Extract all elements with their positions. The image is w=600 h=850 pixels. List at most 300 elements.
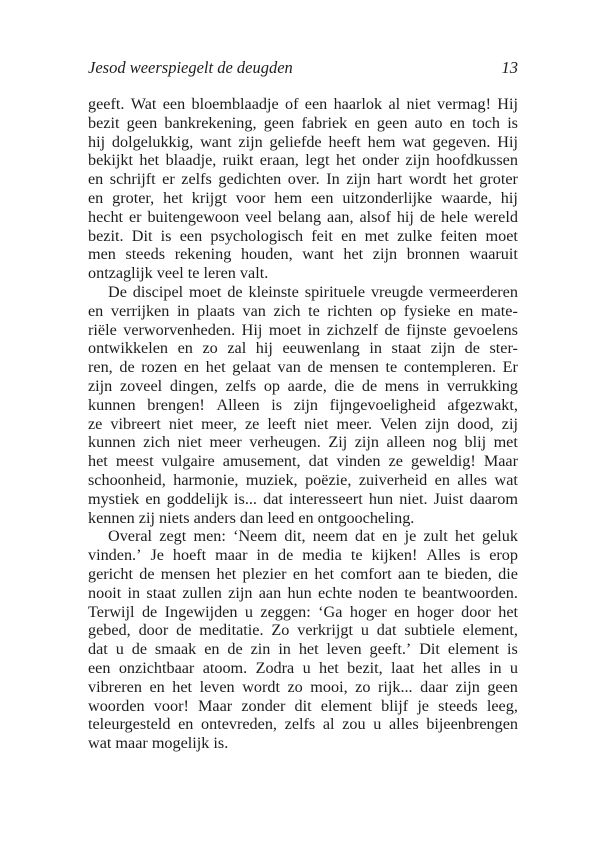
word: hoger bbox=[349, 602, 387, 621]
word: wereld bbox=[473, 207, 518, 226]
word: staat bbox=[391, 339, 422, 358]
word: wat bbox=[402, 132, 426, 151]
word: het bbox=[319, 658, 339, 677]
word: het bbox=[335, 151, 356, 170]
word: bieden, bbox=[444, 564, 492, 583]
word: meditatie. bbox=[199, 621, 264, 640]
word: element, bbox=[462, 621, 518, 640]
text-line bbox=[88, 396, 518, 415]
word: geen bbox=[126, 113, 158, 132]
text-line: kennen zij niets anders dan leed en ontgoocheling. bbox=[88, 508, 415, 527]
word: blij bbox=[464, 433, 487, 452]
word: dit, bbox=[284, 527, 306, 546]
word: en bbox=[145, 489, 161, 508]
text-line bbox=[88, 715, 518, 734]
word: en bbox=[458, 301, 474, 320]
word: op bbox=[263, 376, 281, 395]
word: Maar bbox=[198, 696, 233, 715]
word: toch bbox=[472, 113, 501, 132]
word: een bbox=[162, 95, 186, 113]
word: en bbox=[434, 470, 450, 489]
word: nog bbox=[432, 433, 457, 452]
word: laat bbox=[391, 658, 415, 677]
word: rozen bbox=[141, 358, 178, 377]
word: onzichtbaar bbox=[118, 658, 195, 677]
word: verrijken bbox=[110, 301, 170, 320]
word: meer bbox=[209, 433, 242, 452]
word: hij bbox=[255, 339, 273, 358]
word: er bbox=[128, 207, 142, 226]
word: comfort bbox=[340, 564, 392, 583]
word: zijn bbox=[424, 414, 450, 433]
word: te bbox=[308, 301, 320, 320]
word: te bbox=[350, 546, 363, 565]
word: niet bbox=[304, 414, 329, 433]
word: niet bbox=[168, 414, 194, 433]
word: feit bbox=[311, 226, 333, 245]
text-line bbox=[88, 227, 518, 246]
word: en bbox=[354, 113, 370, 132]
word: niet bbox=[406, 95, 431, 113]
word: plaats bbox=[197, 301, 235, 320]
word: want bbox=[302, 245, 334, 264]
text-line bbox=[88, 358, 518, 377]
word: zegt bbox=[159, 527, 187, 546]
word: houden, bbox=[240, 245, 293, 264]
word: fijngevoeligheid bbox=[329, 395, 436, 414]
word: zijn bbox=[228, 583, 253, 602]
word: geweldig! bbox=[411, 452, 476, 471]
word: mensen bbox=[160, 564, 211, 583]
word: u bbox=[302, 658, 311, 677]
word: in bbox=[369, 339, 382, 358]
word: bezit, bbox=[347, 658, 383, 677]
word: en bbox=[341, 226, 357, 245]
word: vulgaire bbox=[161, 452, 215, 471]
word: ze bbox=[388, 452, 403, 471]
word: legt bbox=[305, 151, 330, 170]
word: Juist bbox=[433, 489, 464, 508]
word: het bbox=[314, 564, 335, 583]
word: vreugde bbox=[370, 282, 424, 301]
word: te bbox=[385, 358, 398, 377]
word: door bbox=[461, 602, 491, 621]
word: aan, bbox=[327, 207, 354, 226]
word: te bbox=[404, 583, 416, 602]
word: is bbox=[469, 546, 481, 565]
word: voor! bbox=[153, 696, 189, 715]
word: het bbox=[172, 677, 193, 696]
word: bijeenbrengen bbox=[426, 715, 518, 734]
word: ontwikkelen bbox=[88, 339, 169, 358]
word: zichzelf bbox=[326, 320, 378, 339]
word: zijn bbox=[354, 433, 379, 452]
word: meer, bbox=[201, 414, 237, 433]
word: Zo bbox=[271, 621, 290, 640]
word: vinden bbox=[336, 452, 381, 471]
word: zonder bbox=[241, 696, 286, 715]
word: Hij bbox=[241, 320, 263, 339]
word: de bbox=[361, 376, 378, 395]
word: blaadje, bbox=[165, 151, 217, 170]
word: hoofdkussen bbox=[436, 151, 518, 170]
word: u bbox=[509, 658, 518, 677]
text-line: ontzaglijk veel te leren valt. bbox=[88, 264, 269, 283]
word: die bbox=[498, 564, 518, 583]
word: vibreren bbox=[88, 677, 142, 696]
word: In bbox=[326, 170, 340, 189]
word: je bbox=[417, 696, 429, 715]
word: smaak bbox=[154, 640, 197, 659]
word: het bbox=[343, 245, 364, 264]
word: een bbox=[88, 658, 111, 677]
word: richten bbox=[327, 301, 373, 320]
word: kunnen bbox=[88, 395, 136, 414]
word: mensen bbox=[329, 358, 379, 377]
word: van bbox=[242, 301, 266, 320]
word: heeft bbox=[328, 132, 361, 151]
word: bezit. bbox=[88, 226, 124, 245]
word: te bbox=[426, 564, 439, 583]
word: zin bbox=[250, 640, 271, 659]
text-line bbox=[88, 208, 518, 227]
word: je bbox=[404, 527, 417, 546]
word: Alleen bbox=[216, 395, 260, 414]
word: staat bbox=[146, 583, 177, 602]
word: de bbox=[464, 339, 480, 358]
word: mystiek bbox=[88, 489, 140, 508]
word: De bbox=[108, 282, 127, 301]
word: leeft bbox=[267, 414, 297, 433]
word: groter, bbox=[112, 188, 155, 207]
word: Wat bbox=[130, 95, 157, 113]
word: uitzonderlijke bbox=[342, 188, 433, 207]
word: feiten bbox=[440, 226, 478, 245]
word: poëzie, bbox=[305, 470, 352, 489]
word: de bbox=[384, 320, 400, 339]
word: ze bbox=[244, 414, 260, 433]
word: zijn bbox=[372, 245, 398, 264]
word: Ingewijden bbox=[164, 602, 238, 621]
word: zich bbox=[143, 433, 171, 452]
word: geliefde bbox=[269, 132, 322, 151]
word: ruikt bbox=[222, 151, 254, 170]
word: belang bbox=[277, 207, 322, 226]
word: vinden.’ bbox=[88, 546, 142, 565]
word: rijk... bbox=[377, 677, 413, 696]
word: ‘Neem bbox=[233, 527, 278, 546]
word: zo bbox=[202, 339, 218, 358]
word: zuiverheid bbox=[358, 470, 428, 489]
word: ‘Ga bbox=[318, 602, 343, 621]
word: brengen! bbox=[147, 395, 205, 414]
word: hem bbox=[274, 188, 303, 207]
word: goddelijk bbox=[166, 489, 228, 508]
word: en bbox=[449, 113, 465, 132]
word: en bbox=[178, 715, 194, 734]
word: psychologisch bbox=[210, 226, 304, 245]
word: aan bbox=[397, 564, 421, 583]
word: geen bbox=[376, 113, 408, 132]
word: de bbox=[307, 358, 323, 377]
word: zij bbox=[501, 414, 518, 433]
word: teleurgesteld bbox=[88, 715, 171, 734]
word: mate- bbox=[480, 301, 518, 320]
word: gelaat bbox=[232, 358, 271, 377]
word: hij bbox=[500, 188, 518, 207]
word: gedichten bbox=[218, 170, 282, 189]
word: alles bbox=[450, 658, 481, 677]
word: over. bbox=[287, 170, 320, 189]
word: men: bbox=[193, 527, 226, 546]
word: muziek, bbox=[245, 470, 298, 489]
word: Terwijl bbox=[88, 602, 135, 621]
word: dat bbox=[263, 489, 283, 508]
word: de bbox=[227, 640, 243, 659]
word: zijn bbox=[430, 339, 456, 358]
word: in bbox=[127, 583, 141, 602]
word: dat bbox=[88, 640, 108, 659]
word: zelfs bbox=[284, 715, 316, 734]
word: en bbox=[88, 170, 104, 189]
word: waarde, bbox=[441, 188, 492, 207]
word: en bbox=[88, 188, 104, 207]
word: men bbox=[88, 245, 116, 264]
word: dit bbox=[294, 696, 312, 715]
word: van bbox=[277, 358, 301, 377]
word: het bbox=[498, 602, 518, 621]
word: in bbox=[426, 376, 440, 395]
word: vibreert bbox=[110, 414, 161, 433]
word: zijn bbox=[346, 170, 371, 189]
word: riële bbox=[88, 320, 117, 339]
word: subtiele bbox=[404, 621, 455, 640]
word: fabriek bbox=[301, 113, 348, 132]
word: groter bbox=[479, 170, 518, 189]
word: hun bbox=[368, 489, 394, 508]
page-number: 13 bbox=[501, 58, 518, 77]
word: en bbox=[183, 358, 200, 377]
word: een bbox=[304, 95, 328, 113]
word: wordt bbox=[408, 170, 447, 189]
text-line bbox=[88, 133, 518, 152]
word: gericht bbox=[88, 564, 133, 583]
text-line bbox=[88, 527, 518, 546]
word: zelfs bbox=[225, 376, 257, 395]
word: het bbox=[453, 170, 473, 189]
word: daarom bbox=[469, 489, 518, 508]
word: vermag! bbox=[437, 95, 491, 113]
word: het bbox=[216, 564, 237, 583]
word: meer. bbox=[336, 414, 373, 433]
word: Zodra bbox=[255, 658, 295, 677]
word: hem bbox=[367, 132, 396, 151]
word: Dit bbox=[131, 226, 153, 245]
word: de bbox=[278, 546, 294, 565]
word: leven bbox=[326, 640, 362, 659]
word: zo bbox=[287, 677, 303, 696]
word: fijnste bbox=[406, 320, 447, 339]
word: zijn bbox=[405, 151, 430, 170]
text-line bbox=[88, 433, 518, 452]
word: hun bbox=[287, 583, 312, 602]
word: niet bbox=[177, 433, 202, 452]
word: wordt bbox=[242, 677, 280, 696]
word: dat bbox=[376, 621, 397, 640]
word: meest bbox=[115, 452, 154, 471]
word: hart bbox=[377, 170, 403, 189]
word: Zij bbox=[328, 433, 348, 452]
word: al bbox=[388, 95, 401, 113]
word: hecht bbox=[88, 207, 124, 226]
word: krijgt bbox=[191, 188, 227, 207]
word: wat bbox=[494, 470, 518, 489]
word: echte bbox=[318, 583, 353, 602]
word: en bbox=[177, 339, 193, 358]
word: veel bbox=[245, 207, 273, 226]
text-line bbox=[88, 189, 518, 208]
word: hoeft bbox=[172, 546, 207, 565]
word: en bbox=[204, 640, 220, 659]
word: het bbox=[163, 188, 183, 207]
word: voor bbox=[235, 188, 266, 207]
word: discipel bbox=[132, 282, 184, 301]
text-line bbox=[88, 546, 518, 565]
word: alles bbox=[388, 715, 419, 734]
word: die bbox=[334, 376, 355, 395]
word: bezit bbox=[88, 113, 120, 132]
word: de bbox=[227, 282, 243, 301]
word: buitengewoon bbox=[147, 207, 240, 226]
word: zo bbox=[355, 677, 371, 696]
word: verrukking bbox=[446, 376, 518, 395]
word: de bbox=[141, 602, 158, 621]
word: afgezwakt, bbox=[447, 395, 518, 414]
word: element bbox=[320, 696, 373, 715]
word: of bbox=[285, 95, 299, 113]
text-line bbox=[88, 452, 518, 471]
word: kleinste bbox=[248, 282, 299, 301]
word: Hij bbox=[497, 132, 518, 151]
word: kijken! bbox=[371, 546, 418, 565]
word: schrijft bbox=[109, 170, 156, 189]
word: moet bbox=[189, 282, 222, 301]
word: ze bbox=[88, 414, 103, 433]
word: de bbox=[119, 358, 135, 377]
word: dat bbox=[308, 452, 329, 471]
word: de bbox=[176, 621, 192, 640]
word: bloemblaadje bbox=[191, 95, 279, 113]
word: fysieke bbox=[403, 301, 451, 320]
word: dat bbox=[355, 527, 375, 546]
text-line bbox=[88, 339, 518, 358]
word: Er bbox=[502, 358, 518, 377]
text-line bbox=[88, 678, 518, 697]
word: want bbox=[200, 132, 232, 151]
word: het bbox=[205, 358, 226, 377]
running-title: Jesod weerspiegelt de deugden bbox=[88, 58, 293, 77]
word: zult bbox=[423, 527, 448, 546]
word: er bbox=[162, 170, 175, 189]
word: geeft. bbox=[88, 95, 125, 113]
word: het bbox=[139, 151, 160, 170]
word: amusement, bbox=[222, 452, 301, 471]
word: gegeven. bbox=[432, 132, 491, 151]
word: zijn bbox=[88, 376, 113, 395]
word: Maar bbox=[483, 452, 518, 471]
word: Je bbox=[150, 546, 164, 565]
word: hij bbox=[88, 132, 106, 151]
word: het bbox=[88, 452, 108, 471]
word: op bbox=[379, 301, 397, 320]
word: geeft.’ bbox=[369, 640, 412, 659]
word: mooi, bbox=[310, 677, 348, 696]
word: u bbox=[244, 602, 253, 621]
word: ster- bbox=[489, 339, 518, 358]
text-line bbox=[88, 640, 518, 659]
word: met bbox=[364, 226, 389, 245]
word: zulke bbox=[397, 226, 433, 245]
word: contempleren. bbox=[403, 358, 497, 377]
text-line bbox=[88, 603, 518, 622]
text-line bbox=[88, 584, 518, 603]
word: erop bbox=[489, 546, 518, 565]
word: blijf bbox=[381, 696, 409, 715]
word: is bbox=[160, 226, 172, 245]
word: Dit bbox=[419, 640, 440, 659]
word: de bbox=[139, 564, 155, 583]
word: atoom. bbox=[202, 658, 248, 677]
word: aan bbox=[258, 583, 282, 602]
word: waaruit bbox=[469, 245, 518, 264]
word: Velen bbox=[380, 414, 417, 433]
word: geen bbox=[263, 113, 295, 132]
text-line bbox=[88, 565, 518, 584]
word: aarde, bbox=[287, 376, 327, 395]
word: en bbox=[382, 527, 398, 546]
word: interesseert bbox=[288, 489, 363, 508]
word: een bbox=[311, 188, 334, 207]
word: noden bbox=[358, 583, 398, 602]
word: door bbox=[138, 621, 169, 640]
text-block bbox=[88, 95, 518, 753]
word: haarlok bbox=[333, 95, 383, 113]
word: gevoelens bbox=[453, 320, 518, 339]
text-line bbox=[88, 490, 518, 509]
word: schoonheid, bbox=[88, 470, 166, 489]
word: is bbox=[507, 113, 518, 132]
word: in bbox=[488, 658, 502, 677]
word: en bbox=[292, 564, 309, 583]
word: alleen bbox=[386, 433, 426, 452]
word: rekening bbox=[174, 245, 232, 264]
word: beantwoorden. bbox=[422, 583, 518, 602]
word: zeggen: bbox=[260, 602, 311, 621]
word: onder bbox=[362, 151, 399, 170]
text-line bbox=[88, 170, 518, 189]
word: vermeerderen bbox=[428, 282, 518, 301]
text-line bbox=[88, 377, 518, 396]
word: zal bbox=[227, 339, 247, 358]
text-line bbox=[88, 245, 518, 264]
text-line bbox=[88, 659, 518, 678]
word: spirituele bbox=[304, 282, 366, 301]
word: en bbox=[149, 677, 165, 696]
text-line bbox=[88, 95, 518, 114]
word: is bbox=[507, 640, 518, 659]
text-line bbox=[88, 321, 518, 340]
word: leeg, bbox=[486, 696, 518, 715]
